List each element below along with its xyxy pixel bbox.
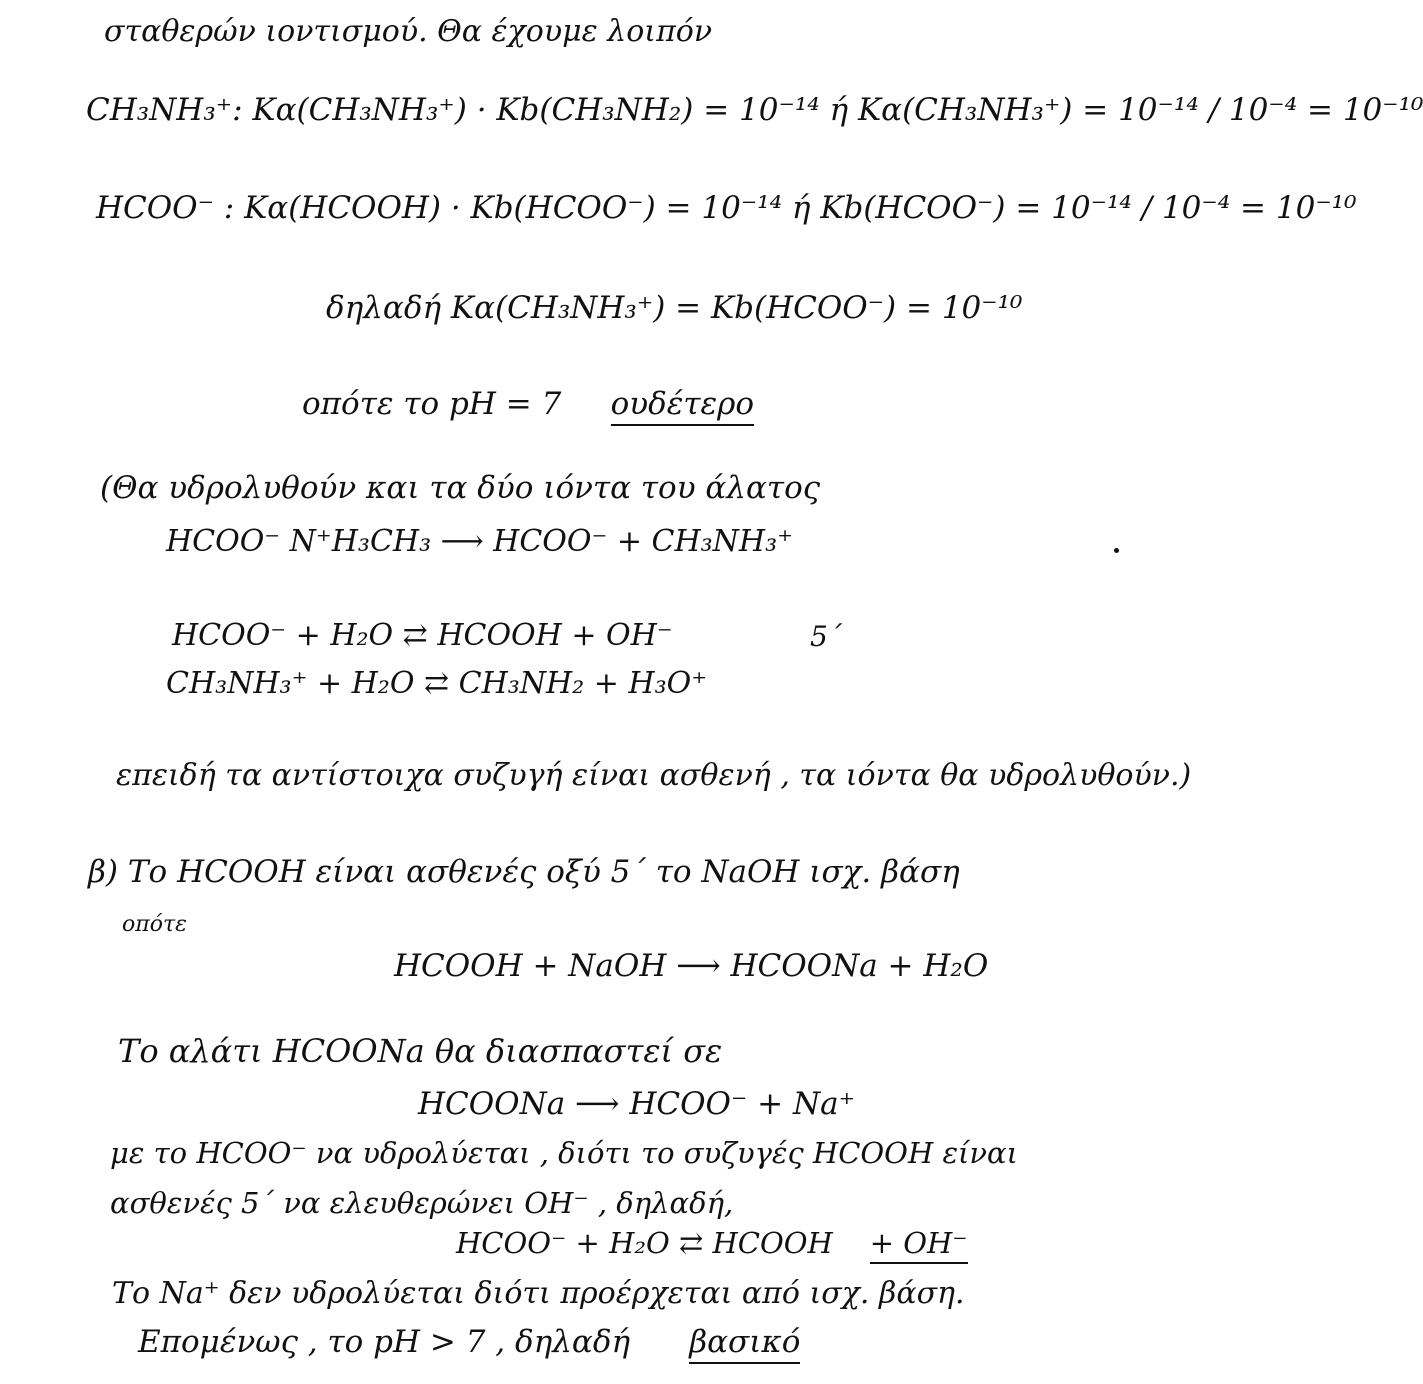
text-line-part-b: β) Το HCOOH είναι ασθενές οξύ 5´ το NaOH ισχ. βάση (88, 854, 960, 890)
equation-methylammonium-hydrolysis: CH₃NH₃⁺ + H₂O ⇄ CH₃NH₂ + H₃O⁺ (166, 666, 708, 701)
text-line-formate-hydrolyzes: με το HCOO⁻ να υδρολύεται , διότι το συζυγές HCOOH είναι (110, 1136, 1018, 1170)
equation-formate-hydrolysis: HCOO⁻ + H₂O ⇄ HCOOH + OH⁻ (172, 618, 673, 653)
text-line-hydrolysis: (Θα υδρολυθούν και τα δύο ιόντα του άλατος (100, 470, 821, 506)
equation-sodium-formate-dissociation: HCOONa ⟶ HCOO⁻ + Na⁺ (418, 1086, 855, 1122)
basic-underlined: βασικό (689, 1324, 800, 1364)
conclusion-neutral-text: οπότε το pH = 7 (302, 386, 562, 422)
equation-neutralization: HCOOH + NaOH ⟶ HCOONa + H₂O (394, 948, 989, 984)
conclusion-basic (138, 1324, 800, 1360)
text-line-1: σταθερών ιοντισμού. Θα έχουμε λοιπόν (104, 14, 713, 49)
neutral-underlined: ουδέτερο (611, 386, 754, 426)
score-mark: 5´ (810, 620, 842, 653)
equation-dissociation-salt: HCOO⁻ N⁺H₃CH₃ ⟶ HCOO⁻ + CH₃NH₃⁺ (166, 524, 793, 559)
text-line-sodium: Το Na⁺ δεν υδρολύεται διότι προέρχεται από ισχ. βάση. (112, 1276, 965, 1311)
equation-kb-formate: HCOO⁻ : Kα(HCOOH) · Kb(HCOO⁻) = 10⁻¹⁴ ή Kb(HCOO⁻) = 10⁻¹⁴ / 10⁻⁴ = 10⁻¹⁰ (96, 190, 1357, 226)
stray-dot (1114, 548, 1119, 553)
equation-formate-hydrolysis-2 (456, 1226, 968, 1260)
conclusion-basic-text: Επομένως , το pH > 7 , δηλαδή (138, 1324, 631, 1360)
equation-ka-equals-kb: δηλαδή Kα(CH₃NH₃⁺) = Kb(HCOO⁻) = 10⁻¹⁰ (326, 290, 1023, 326)
equation-ka-methylammonium: CH₃NH₃⁺: Kα(CH₃NH₃⁺) · Kb(CH₃NH₂) = 10⁻¹⁴ ή Kα(CH₃NH₃⁺) = 10⁻¹⁴ / 10⁻⁴ = 10⁻¹⁰ (86, 92, 1423, 128)
conclusion-neutral (302, 386, 754, 422)
equation-formate-hydrolysis-2-left: HCOO⁻ + H₂O ⇄ HCOOH (456, 1226, 833, 1260)
text-line-salt: Το αλάτι HCOONa θα διασπαστεί σε (118, 1032, 723, 1070)
text-line-releases-oh: ασθενές 5´ να ελευθερώνει OH⁻ , δηλαδή, (110, 1186, 734, 1220)
hydroxide-underlined: + OH⁻ (870, 1226, 968, 1264)
text-line-explanation: επειδή τα αντίστοιχα συζυγή είναι ασθενή , τα ιόντα θα υδρολυθούν.) (116, 758, 1192, 793)
text-line-therefore: οπότε (122, 912, 187, 937)
